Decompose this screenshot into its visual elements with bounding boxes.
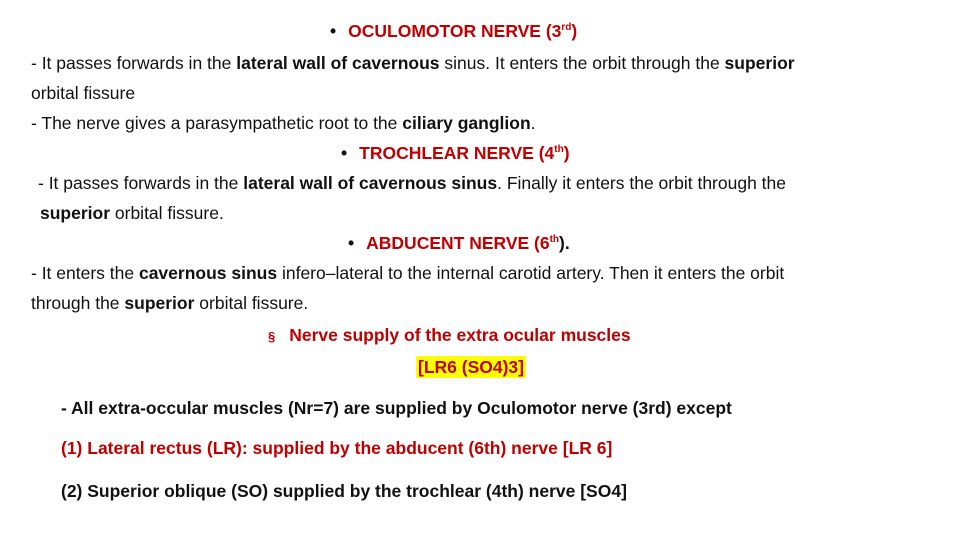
oculomotor-heading: • OCULOMOTOR NERVE (3rd) xyxy=(330,21,578,41)
supply-heading: § Nerve supply of the extra ocular muscles xyxy=(268,325,631,345)
abducent-paragraph-1-cont: through the superior orbital fissure. xyxy=(31,293,309,313)
bullet-icon: • xyxy=(341,143,348,163)
supply-line-1: - All extra-occular muscles (Nr=7) are supplied by Oculomotor nerve (3rd) except xyxy=(61,398,732,418)
supply-line-3: (2) Superior oblique (SO) supplied by the trochlear (4th) nerve [SO4] xyxy=(61,481,627,501)
bullet-icon: • xyxy=(348,233,355,253)
trochlear-paragraph-1-cont: superior orbital fissure. xyxy=(40,203,224,223)
trochlear-paragraph-1: - It passes forwards in the lateral wall of cavernous sinus. Finally it enters the orbit through the xyxy=(38,173,786,193)
abducent-paragraph-1: - It enters the cavernous sinus infero–lateral to the internal carotid artery. Then it enters the orbit xyxy=(31,263,785,283)
mnemonic-badge: [LR6 (SO4)3] xyxy=(418,357,524,377)
abducent-heading: • ABDUCENT NERVE (6th). xyxy=(348,233,570,253)
oculomotor-paragraph-1-cont: orbital fissure xyxy=(31,83,136,103)
square-bullet-icon: § xyxy=(268,329,276,344)
oculomotor-paragraph-2: - The nerve gives a parasympathetic root to the ciliary ganglion. xyxy=(31,113,536,133)
bullet-icon: • xyxy=(330,21,337,41)
trochlear-heading: • TROCHLEAR NERVE (4th) xyxy=(341,143,570,163)
oculomotor-paragraph-1: - It passes forwards in the lateral wall of cavernous sinus. It enters the orbit through the superior xyxy=(31,53,795,73)
supply-line-2: (1) Lateral rectus (LR): supplied by the abducent (6th) nerve [LR 6] xyxy=(61,438,613,458)
